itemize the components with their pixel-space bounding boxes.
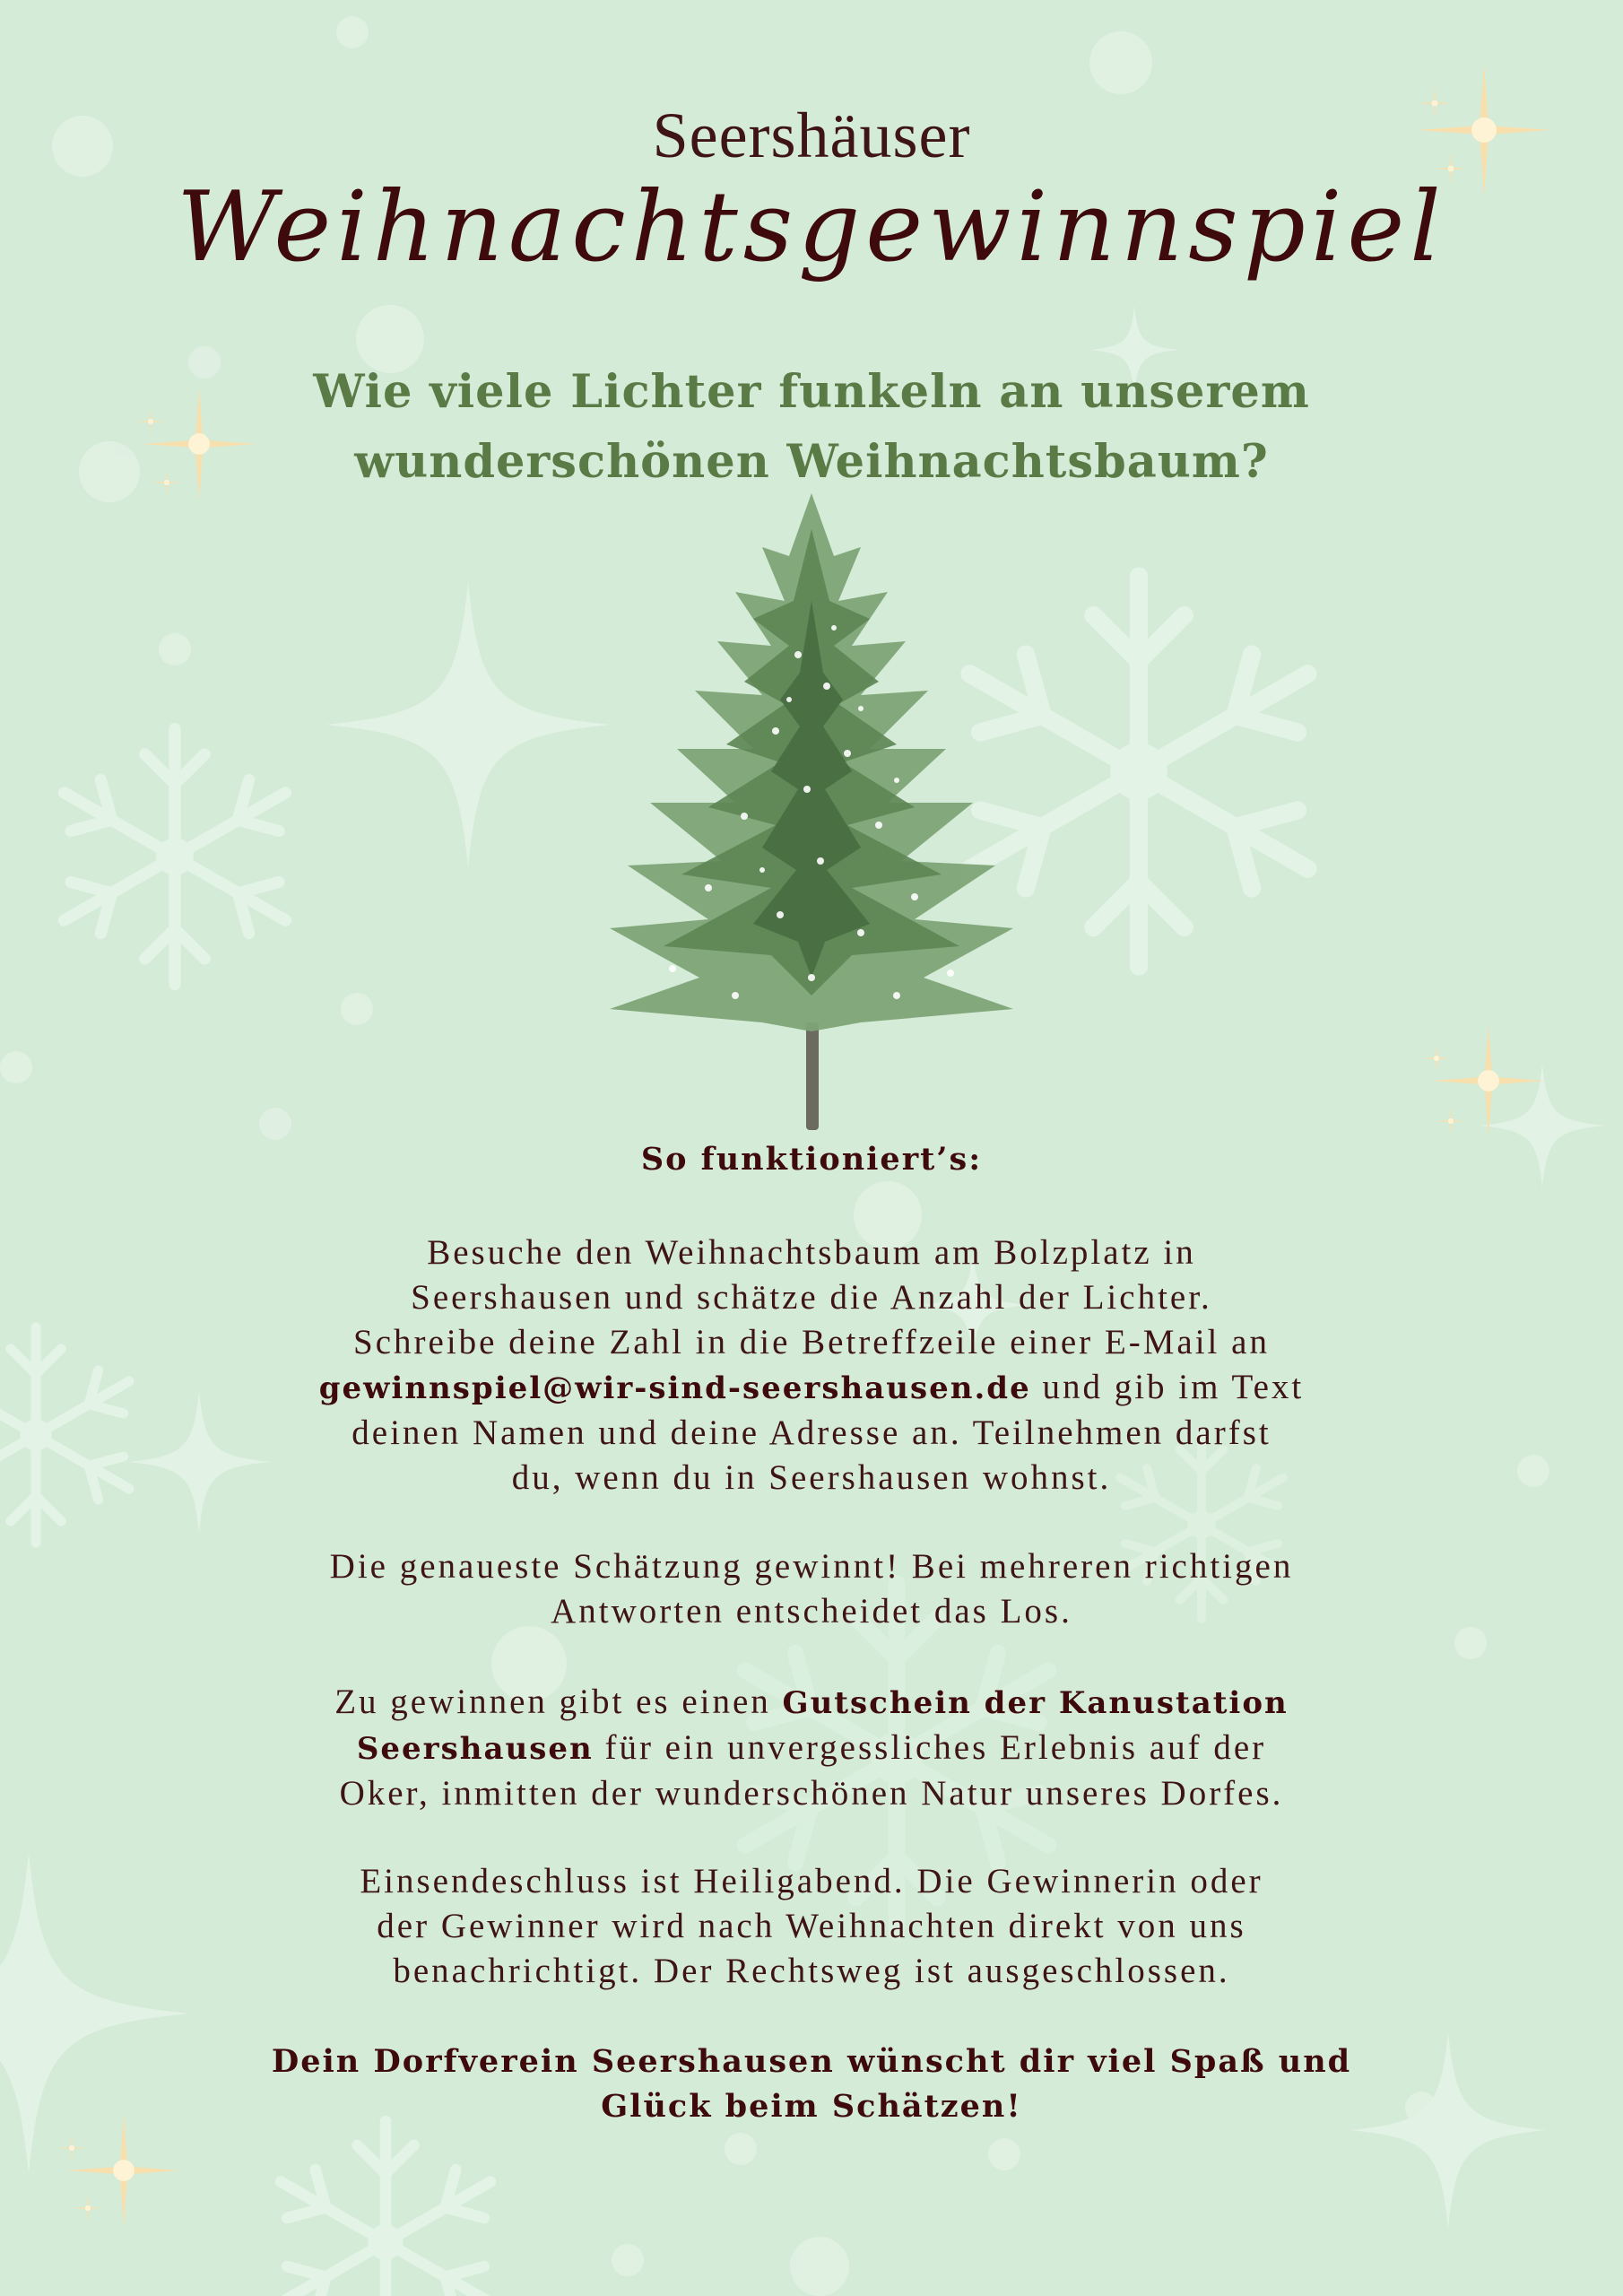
contest-question [206, 357, 1417, 497]
email-address[interactable]: gewinnspiel@wir-sind-seershausen.de [318, 1370, 1031, 1406]
text-line: Schreibe deine Zahl in die Betreffzeile einer E-Mail an [353, 1323, 1270, 1361]
flyer-title: Weihnachtsgewinnspiel [177, 171, 1446, 283]
prize-paragraph [193, 1680, 1430, 1816]
text-line: Besuche den Weihnachtsbaum am Bolzplatz in [427, 1233, 1196, 1272]
howto-heading: So funktioniert’s: [640, 1141, 983, 1178]
text-line: du, wenn du in Seershausen wohnst. [511, 1458, 1112, 1497]
text-line: der Gewinner wird nach Weihnachten direkt von uns [377, 1907, 1246, 1945]
text-line: Seershausen und schätze die Anzahl der Lichter. [411, 1278, 1212, 1317]
flyer-subtitle: Seershäuser [652, 100, 971, 171]
text-span: Zu gewinnen gibt es einen [334, 1683, 783, 1721]
text-line: Antworten entscheidet das Los. [551, 1592, 1072, 1631]
text-line [193, 1680, 1430, 1726]
instructions-paragraph [193, 1231, 1430, 1500]
prize-name: Gutschein der Kanustation [782, 1685, 1289, 1721]
question-line: Wie viele Lichter funkeln an unserem [313, 365, 1310, 419]
rules-paragraph [193, 1544, 1430, 1634]
deadline-paragraph [193, 1859, 1430, 1994]
text-line: Die genaueste Schätzung gewinnt! Bei mehreren richtigen [329, 1547, 1294, 1586]
text-line: Oker, inmitten der wunderschönen Natur unseres Dorfes. [339, 1774, 1284, 1813]
christmas-tree-icon [592, 493, 1031, 1130]
text-line [193, 1726, 1430, 1771]
closing-message [193, 2039, 1430, 2129]
text-line: deinen Namen und deine Adresse an. Teilnehmen darfst [352, 1413, 1271, 1452]
question-line: wunderschönen Weihnachtsbaum? [354, 435, 1269, 489]
prize-name: Seershausen [356, 1731, 594, 1767]
text-line: Dein Dorfverein Seershausen wünscht dir viel Spaß und [271, 2043, 1352, 2080]
text-line [193, 1365, 1430, 1411]
text-span: und gib im Text [1030, 1368, 1305, 1406]
text-line: benachrichtigt. Der Rechtsweg ist ausgeschlossen. [393, 1952, 1230, 1990]
text-line: Einsendeschluss ist Heiligabend. Die Gewinnerin oder [360, 1862, 1263, 1900]
text-span: für ein unvergessliches Erlebnis auf der [593, 1728, 1267, 1767]
text-line: Glück beim Schätzen! [601, 2088, 1022, 2125]
